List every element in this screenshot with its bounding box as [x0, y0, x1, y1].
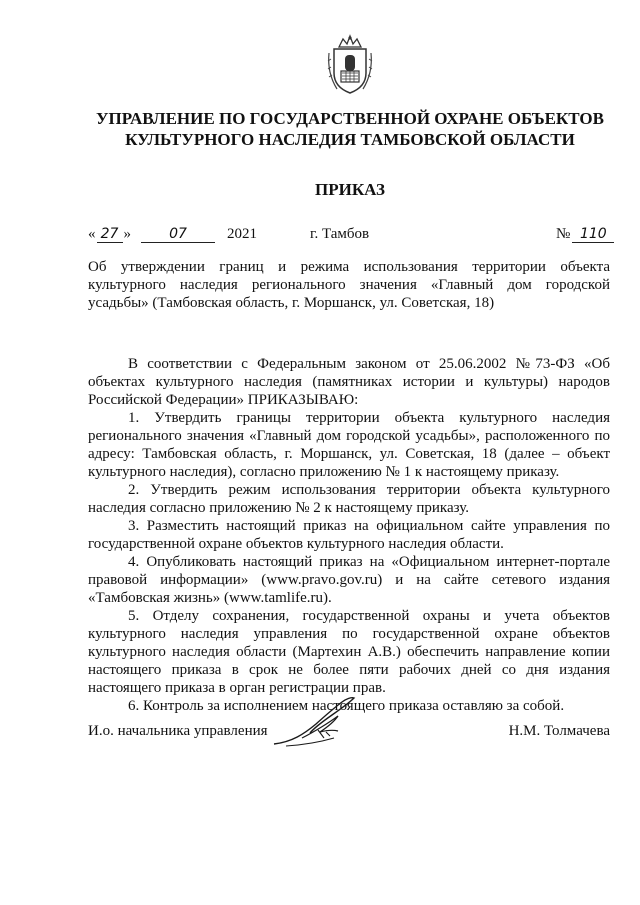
order-item-5: 5. Отделу сохранения, государственной охраны и учета объектов культурного наследия управления по государственной охране объектов культурного наследия области (Мартехин А.В.) обеспечить направление копии настоящего приказа в срок не более пяти рабочих дней со дня издания настоящего приказа в орган регистрации прав. — [88, 608, 610, 696]
order-body — [88, 355, 610, 715]
date-quote-close: » — [123, 226, 131, 242]
order-subject: Об утверждении границ и режима использования территории объекта культурного наследия регионального значения «Главный дом городской усадьбы» (Тамбовская область, г. Моршанск, ул. Советская, 18) — [88, 259, 610, 311]
date-year: 2021 — [227, 226, 257, 242]
order-city: г. Тамбов — [310, 226, 370, 242]
coat-of-arms-icon — [325, 33, 375, 97]
order-item-6: 6. Контроль за исполнением настоящего приказа оставляю за собой. — [128, 698, 565, 714]
order-item-2: 2. Утвердить режим использования территории объекта культурного наследия согласно приложению № 2 к настоящему приказу. — [88, 482, 610, 516]
order-preamble: В соответствии с Федеральным законом от 25.06.2002 №73-ФЗ «Об объектах культурного наследия (памятниках истории и культуры) народов Российской Федерации» ПРИКАЗЫВАЮ: — [88, 356, 610, 408]
signatory-name: Н.М. Толмачева — [508, 723, 610, 739]
handwritten-signature-icon — [272, 694, 362, 750]
order-number — [556, 225, 614, 243]
order-item-3: 3. Разместить настоящий приказ на официальном сайте управления по государственной охране объектов культурного наследия области. — [88, 518, 610, 552]
agency-name-line-1: УПРАВЛЕНИЕ ПО ГОСУДАРСТВЕННОЙ ОХРАНЕ ОБЪЕКТОВ — [96, 109, 604, 128]
order-date — [88, 225, 257, 243]
date-day: 27 — [97, 227, 123, 243]
order-number-prefix: № — [556, 226, 571, 242]
order-number-value: 110 — [572, 227, 614, 243]
order-item-4: 4. Опубликовать настоящий приказ на «Официальном интернет-портале правовой информации» (www.pravo.gov.ru) и на сайте сетевого издания «Тамбовская жизнь» (www.tamlife.ru). — [88, 554, 610, 606]
signatory-position: И.о. начальника управления — [88, 723, 268, 739]
agency-name-line-2: КУЛЬТУРНОГО НАСЛЕДИЯ ТАМБОВСКОЙ ОБЛАСТИ — [125, 130, 575, 149]
date-quote-open: « — [88, 226, 96, 242]
agency-name — [60, 108, 640, 150]
document-type: ПРИКАЗ — [315, 180, 385, 199]
date-month: 07 — [141, 227, 215, 243]
order-item-1: 1. Утвердить границы территории объекта культурного наследия регионального значения «Главный дом городской усадьбы», расположенного по адресу: Тамбовская область, г. Моршанск, ул. Советская, 18 (далее – объект культурного наследия), согласно приложению № 1 к настоящему приказу. — [88, 410, 610, 480]
